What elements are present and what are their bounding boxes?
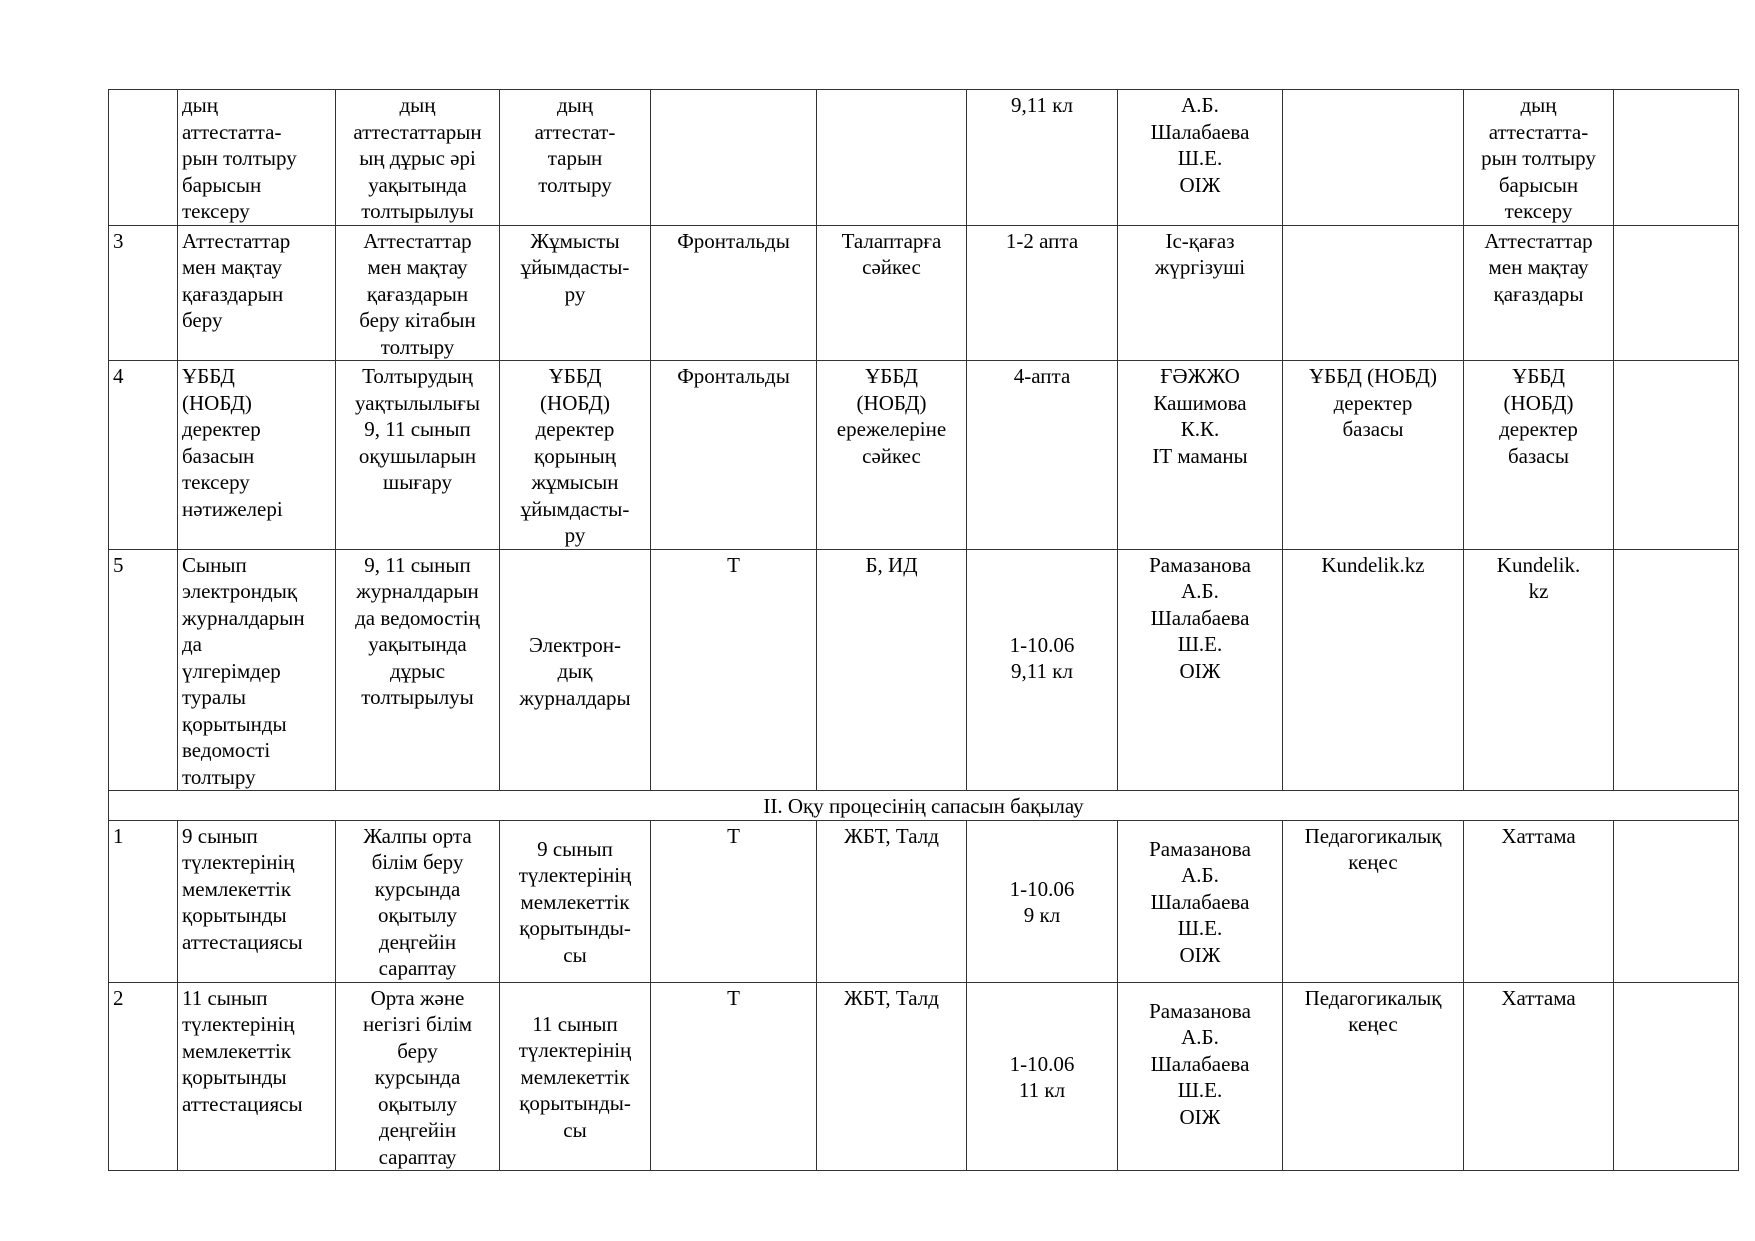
cell-text-line: да ведомостің — [355, 605, 480, 630]
cell-text-line: рын толтыру — [182, 146, 297, 170]
cell-text-line: аттестаттарын — [353, 119, 482, 144]
table-cell — [178, 982, 336, 1171]
table-row — [109, 361, 1739, 550]
cell-text-line: уақтылылығы — [355, 390, 480, 415]
cell-text-line: 9,11 кл — [1011, 659, 1073, 683]
cell-text-line: тексеру — [182, 199, 250, 223]
cell-text-line: сараптау — [378, 1144, 457, 1169]
cell-text-line: Т — [727, 823, 740, 848]
table-cell — [967, 90, 1118, 226]
cell-text-line: беру — [397, 1038, 438, 1063]
table-cell — [967, 361, 1118, 550]
cell-text-line: оқытылу — [377, 903, 458, 927]
cell-text-line: ұйымдасты- — [520, 496, 630, 521]
cell-text-line: Педагогикалық — [1304, 823, 1442, 848]
cell-text-line: ҰББД — [182, 364, 235, 388]
table-cell — [336, 225, 500, 361]
table-cell — [967, 820, 1118, 982]
cell-text-line: 9 сынып — [182, 823, 258, 848]
table-cell — [500, 820, 651, 982]
cell-text-line: ҰББД (НОБД) — [1309, 364, 1437, 388]
cell-text-line: А.Б. — [1181, 579, 1219, 603]
cell-text-line: қорытынды- — [519, 1091, 631, 1115]
cell-text-line: аттестатта- — [182, 119, 282, 144]
cell-text-line: Ш.Е. — [1177, 916, 1223, 940]
cell-text-line: ОІЖ — [1179, 172, 1221, 197]
cell-text-line: рын толтыру — [1481, 146, 1596, 170]
table-cell — [1614, 225, 1739, 361]
cell-text-line: беру — [182, 308, 223, 332]
cell-text-line: уақытында — [368, 172, 467, 197]
cell-text-line: ру — [564, 523, 586, 547]
cell-text-line: Аттестаттар — [182, 228, 291, 253]
cell-text-line: Хаттама — [1501, 985, 1576, 1010]
table-cell — [500, 361, 651, 550]
cell-text-line: ОІЖ — [1179, 658, 1221, 683]
table-cell — [651, 820, 817, 982]
table-cell — [1283, 225, 1464, 361]
cell-text-line: Рамазанова — [1149, 552, 1251, 577]
cell-text-line: базасы — [1507, 443, 1570, 468]
cell-text-line: толтырылуы — [361, 685, 474, 709]
cell-text-line: Жұмысты — [530, 228, 620, 253]
cell-text-line: Шалабаева — [1150, 605, 1250, 630]
cell-text-line: аттестат- — [534, 119, 616, 144]
cell-text-line: (НОБД) — [182, 390, 252, 415]
row-number-cell: 3 — [109, 225, 178, 361]
cell-text-line: Рамазанова — [1149, 836, 1251, 861]
table-cell — [1283, 549, 1464, 791]
cell-text-line: мемлекеттік — [520, 889, 630, 914]
cell-text-line: Kundelik. — [1496, 552, 1581, 577]
table-cell — [1614, 982, 1739, 1171]
table-cell — [500, 549, 651, 791]
table-cell — [1283, 361, 1464, 550]
cell-text-line: тарын — [547, 146, 603, 170]
cell-text-line: ҒӘЖЖО — [1160, 364, 1240, 388]
cell-text-line: базасын — [182, 443, 255, 468]
table-row — [109, 982, 1739, 1171]
cell-text-line: қорытынды — [182, 711, 287, 736]
cell-text-line: Шалабаева — [1150, 119, 1250, 144]
cell-text-line: 1-10.06 — [1009, 876, 1075, 901]
cell-text-line: білім беру — [371, 850, 464, 874]
table-cell — [500, 90, 651, 226]
cell-text-line: Шалабаева — [1150, 1051, 1250, 1076]
cell-text-line: сы — [563, 1117, 587, 1142]
cell-text-line: Сынып — [182, 552, 247, 577]
table-row — [109, 820, 1739, 982]
cell-text-line: ҰББД — [1512, 364, 1565, 388]
cell-text-line: ұйымдасты- — [520, 255, 630, 279]
cell-text-line: уақытында — [368, 632, 467, 656]
cell-text-line: ҰББД — [865, 364, 918, 388]
cell-text-line: Жалпы орта — [363, 823, 472, 848]
row-number-cell: 1 — [109, 820, 178, 982]
table-cell — [651, 361, 817, 550]
cell-text-line: 11 кл — [1018, 1078, 1066, 1102]
control-plan-table — [108, 89, 1739, 1171]
cell-text-line: кеңес — [1348, 850, 1398, 874]
cell-text-line: Іс-қағаз — [1165, 228, 1235, 253]
cell-text-line: қағаздарын — [366, 281, 469, 306]
cell-text-line: ведомості — [182, 738, 271, 762]
cell-text-line: мемлекеттік — [182, 1038, 292, 1063]
table-cell — [1464, 820, 1614, 982]
cell-text-line: журналдары — [519, 685, 631, 710]
table-cell — [1614, 361, 1739, 550]
cell-text-line: тексеру — [182, 470, 250, 494]
cell-text-line: қорытынды — [182, 903, 287, 927]
cell-text-line: дың — [399, 93, 436, 117]
cell-text-line: аттестациясы — [182, 929, 303, 954]
table-cell — [1614, 549, 1739, 791]
cell-text-line: негізгі білім — [362, 1012, 473, 1036]
cell-text-line: жүргізуші — [1154, 255, 1246, 279]
cell-text-line: түлектерінің — [518, 1038, 632, 1062]
cell-text-line: сәйкес — [862, 255, 921, 279]
cell-text-line: А.Б. — [1181, 863, 1219, 887]
table-row — [109, 549, 1739, 791]
table-cell — [1464, 549, 1614, 791]
cell-text-line: kz — [1528, 579, 1549, 603]
table-row — [109, 225, 1739, 361]
cell-text-line: ОІЖ — [1179, 1104, 1221, 1129]
row-number-cell: 2 — [109, 982, 178, 1171]
cell-text-line: деңгейін — [378, 929, 457, 954]
table-cell — [1118, 820, 1283, 982]
cell-text-line: мен мақтау — [1488, 255, 1589, 279]
row-number-cell: 5 — [109, 549, 178, 791]
cell-text-line: дың — [1520, 93, 1557, 117]
table-cell — [1118, 982, 1283, 1171]
cell-text-line: барысын — [1498, 172, 1579, 197]
table-cell — [1464, 225, 1614, 361]
table-cell — [1283, 982, 1464, 1171]
cell-text-line: базасы — [1342, 417, 1404, 441]
cell-text-line: электрондық — [182, 579, 298, 603]
cell-text-line: түлектерінің — [182, 1012, 295, 1036]
cell-text-line: Педагогикалық — [1304, 985, 1442, 1010]
cell-text-line: мемлекеттік — [182, 876, 292, 901]
cell-text-line: сараптау — [378, 956, 457, 980]
cell-text-line: 1-10.06 — [1009, 632, 1075, 657]
table-cell — [651, 982, 817, 1171]
table-cell — [651, 549, 817, 791]
cell-text-line: сәйкес — [862, 443, 921, 468]
table-cell — [817, 361, 967, 550]
table-cell — [1118, 361, 1283, 550]
cell-text-line: (НОБД) — [540, 390, 610, 415]
cell-text-line: Шалабаева — [1150, 889, 1250, 914]
cell-text-line: қағаздарын — [182, 281, 284, 306]
cell-text-line: аттестациясы — [182, 1091, 303, 1116]
cell-text-line: да — [182, 632, 203, 656]
cell-text-line: ережелеріне — [836, 417, 947, 441]
table-cell — [1283, 820, 1464, 982]
cell-text-line: қорының — [534, 443, 616, 468]
cell-text-line: жұмысын — [531, 470, 619, 494]
cell-text-line: ЖБТ, Талд — [844, 823, 939, 848]
cell-text-line: ҰББД — [548, 364, 602, 388]
cell-text-line: ОІЖ — [1179, 942, 1221, 967]
table-cell — [651, 90, 817, 226]
cell-text-line: дың — [182, 93, 219, 117]
cell-text-line: Фронтальды — [677, 364, 790, 388]
cell-text-line: аттестатта- — [1488, 119, 1589, 144]
table-cell — [178, 820, 336, 982]
cell-text-line: кеңес — [1348, 1012, 1398, 1036]
table-cell — [1118, 90, 1283, 226]
cell-text-line: толтыру — [380, 334, 455, 359]
table-cell — [817, 549, 967, 791]
cell-text-line: сы — [563, 942, 587, 967]
table-body-bottom — [109, 820, 1739, 1171]
table-cell — [1283, 90, 1464, 226]
cell-text-line: дық — [557, 659, 593, 683]
cell-text-line: қорытынды- — [519, 916, 631, 940]
cell-text-line: журналдарын — [356, 579, 479, 603]
cell-text-line: Кашимова — [1153, 390, 1247, 415]
cell-text-line: қорытынды — [182, 1065, 287, 1089]
table-row — [109, 90, 1739, 226]
cell-text-line: 1-10.06 — [1009, 1051, 1075, 1076]
cell-text-line: курсында — [374, 876, 461, 901]
table-cell — [336, 90, 500, 226]
cell-text-line: тексеру — [1504, 199, 1573, 223]
table-cell — [817, 820, 967, 982]
table-cell — [817, 982, 967, 1171]
cell-text-line: 9 сынып — [537, 836, 613, 861]
table-cell — [1118, 225, 1283, 361]
cell-text-line: Аттестаттар — [1484, 228, 1593, 253]
cell-text-line: Орта және — [370, 985, 465, 1010]
cell-text-line: ІТ маманы — [1152, 443, 1248, 468]
cell-text-line: оқушыларын — [358, 443, 477, 468]
table-cell — [1118, 549, 1283, 791]
cell-text-line: 11 сынып — [182, 985, 268, 1010]
cell-text-line: оқытылу — [377, 1091, 458, 1116]
cell-text-line: 9, 11 сынып — [364, 552, 471, 577]
table-cell — [500, 225, 651, 361]
cell-text-line: Kundelik.kz — [1321, 552, 1425, 577]
cell-text-line: деректер — [182, 417, 261, 441]
table-cell — [178, 225, 336, 361]
cell-text-line: Толтырудың — [362, 364, 473, 388]
cell-text-line: үлгерімдер — [182, 658, 281, 683]
cell-text-line: ЖБТ, Талд — [844, 985, 939, 1010]
cell-text-line: Ш.Е. — [1177, 146, 1223, 170]
cell-text-line: туралы — [182, 685, 246, 709]
table-cell — [336, 982, 500, 1171]
cell-text-line: деңгейін — [378, 1118, 457, 1142]
table-cell — [967, 225, 1118, 361]
cell-text-line: Талаптарға — [841, 228, 942, 253]
table-cell — [178, 549, 336, 791]
cell-text-line: А.Б. — [1181, 1025, 1219, 1049]
cell-text-line: курсында — [374, 1065, 461, 1089]
section-title: II. Оқу процесінің сапасын бақылау — [109, 791, 1739, 821]
cell-text-line: мен мақтау — [182, 255, 282, 279]
table-cell — [967, 982, 1118, 1171]
section-header-body — [109, 791, 1739, 821]
cell-text-line: мен мақтау — [367, 255, 468, 279]
cell-text-line: Хаттама — [1501, 823, 1576, 848]
table-cell — [1464, 982, 1614, 1171]
cell-text-line: Т — [727, 985, 740, 1010]
cell-text-line: 9, 11 сынып — [364, 417, 471, 441]
row-number-cell: 4 — [109, 361, 178, 550]
cell-text-line: деректер — [1499, 417, 1578, 441]
section-row — [109, 791, 1739, 821]
row-number-cell — [109, 90, 178, 226]
cell-text-line: А.Б. — [1181, 93, 1219, 117]
cell-text-line: 9,11 кл — [1011, 93, 1073, 117]
cell-text-line: толтыру — [182, 764, 256, 789]
cell-text-line: 1-2 апта — [1005, 228, 1079, 253]
table-cell — [178, 90, 336, 226]
cell-text-line: 4-апта — [1013, 364, 1071, 388]
table-cell — [651, 225, 817, 361]
cell-text-line: (НОБД) — [1503, 390, 1574, 415]
table-cell — [1464, 361, 1614, 550]
cell-text-line: Рамазанова — [1149, 998, 1251, 1023]
cell-text-line: дұрыс — [389, 658, 446, 683]
table-body-top — [109, 90, 1739, 791]
cell-text-line: Ш.Е. — [1177, 632, 1223, 656]
table-cell — [967, 549, 1118, 791]
cell-text-line: Аттестаттар — [363, 228, 472, 253]
cell-text-line: дың — [556, 93, 594, 117]
cell-text-line: толтырылуы — [361, 199, 474, 223]
table-cell — [817, 225, 967, 361]
cell-text-line: К.К. — [1180, 417, 1220, 441]
table-cell — [336, 549, 500, 791]
cell-text-line: беру кітабын — [359, 308, 476, 332]
cell-text-line: ың дұрыс әрі — [359, 146, 476, 170]
cell-text-line: Фронтальды — [677, 228, 790, 253]
cell-text-line: Т — [727, 552, 740, 577]
table-cell — [178, 361, 336, 550]
table-cell — [1614, 820, 1739, 982]
cell-text-line: қағаздары — [1493, 281, 1584, 306]
cell-text-line: нәтижелері — [182, 496, 283, 521]
cell-text-line: барысын — [182, 172, 262, 197]
cell-text-line: Электрон- — [529, 632, 621, 657]
table-cell — [500, 982, 651, 1171]
table-cell — [817, 90, 967, 226]
cell-text-line: ру — [564, 281, 586, 306]
cell-text-line: толтыру — [538, 172, 612, 197]
cell-text-line: (НОБД) — [856, 390, 927, 415]
cell-text-line: мемлекеттік — [520, 1064, 630, 1089]
cell-text-line: деректер — [535, 417, 615, 441]
cell-text-line: 9 кл — [1023, 903, 1061, 927]
cell-text-line: Ш.Е. — [1177, 1078, 1223, 1102]
table-cell — [1614, 90, 1739, 226]
cell-text-line: түлектерінің — [182, 850, 295, 874]
cell-text-line: 11 сынып — [532, 1011, 618, 1036]
cell-text-line: деректер — [1333, 390, 1413, 415]
table-cell — [336, 361, 500, 550]
table-cell — [1464, 90, 1614, 226]
table-cell — [336, 820, 500, 982]
cell-text-line: шығару — [383, 470, 452, 494]
cell-text-line: Б, ИД — [865, 552, 918, 577]
cell-text-line: түлектерінің — [518, 863, 632, 887]
cell-text-line: журналдарын — [182, 605, 305, 630]
